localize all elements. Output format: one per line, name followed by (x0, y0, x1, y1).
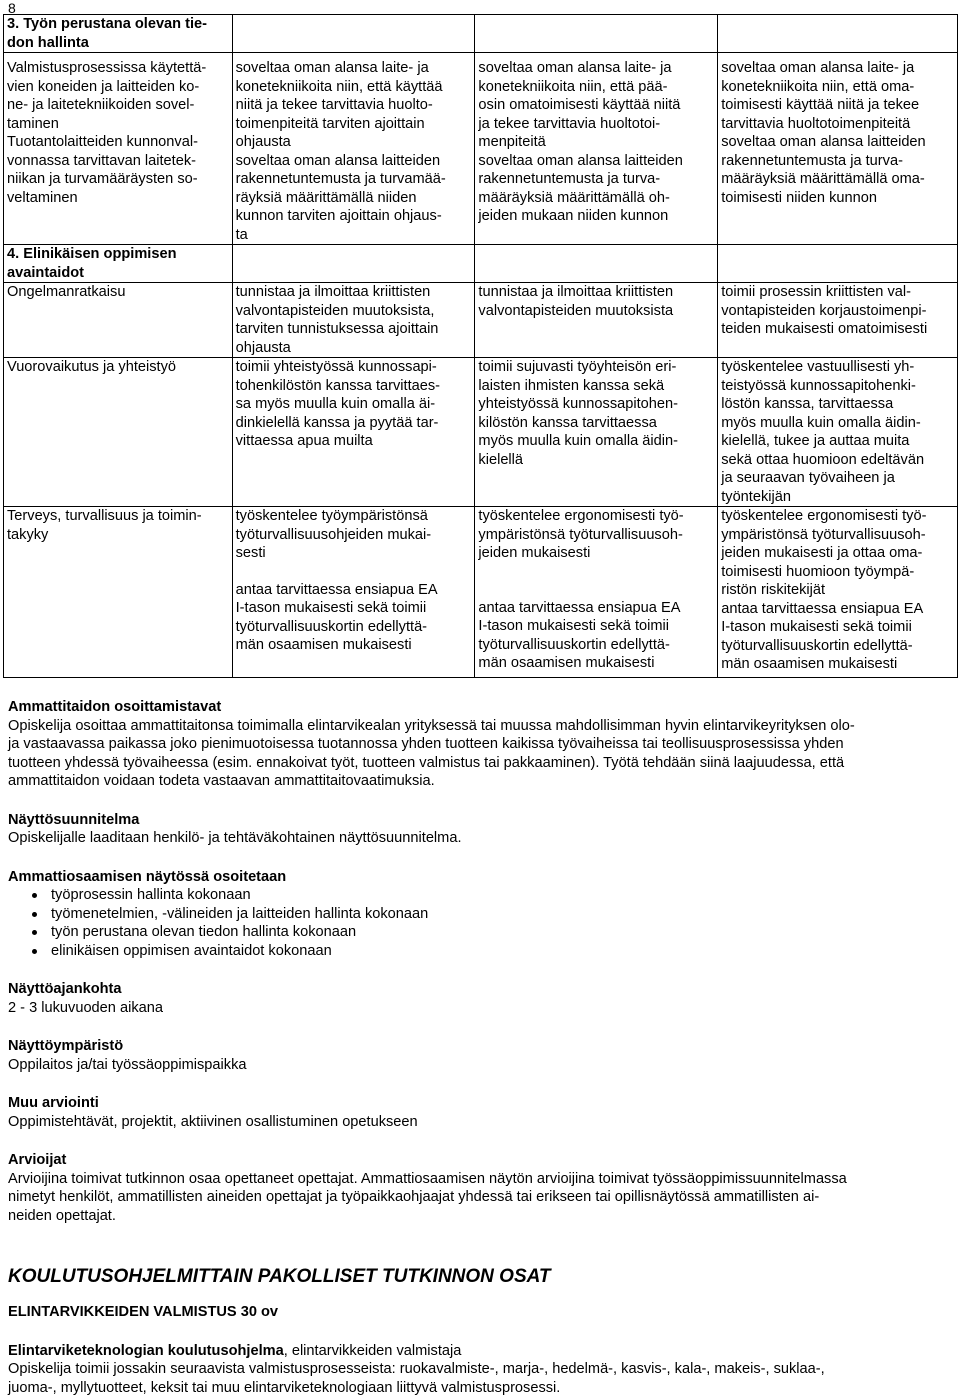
criterion-text: toimii prosessin kriittisten val- vontapisteiden korjaustoimenpi- teiden mukaisesti omatoimisesti (721, 284, 928, 337)
criterion-text: toimii sujuvasti työyhteisön eri- laisten ihmisten kanssa sekä yhteistyössä kunnossapitohen- kilöstön kanssa tarvittaessa myös muulla kuin omalla äidin- kielellä (478, 359, 678, 468)
table-cell (4, 15, 233, 53)
demonstration-text-part: Opiskelija osoittaa ammattitaitonsa toimimalla elintarvikealan yrityksessä tai muussa mahdollisimman hyvin elintarvikeyrityksen olo- ja vastaavassa paikassa joko pienimuotoisessa tuotannossa yhden tuotteen kaikissa työvaiheissa tai teollisuusprosessissa yhden tuotteen yhdessä työvaiheessa (esim. ennakoivat työt, tuotteen valmistus tai pakkaaminen (8, 717, 855, 771)
shown-list (8, 886, 953, 960)
environment-heading: Näyttöympäristö (8, 1038, 124, 1054)
table-cell (718, 245, 958, 283)
criterion-label: Valmistusprosessissa käytettä- vien koneiden ja laitteiden ko- ne- ja laitetekniikoiden sovel- taminen (7, 60, 207, 132)
demonstration-heading: Ammattitaidon osoittamistavat (8, 699, 222, 715)
page-number: 8 (8, 0, 16, 16)
table-cell (475, 358, 718, 507)
section-title: KOULUTUSOHJELMITTAIN PAKOLLISET TUTKINNON OSAT (8, 1266, 551, 1287)
shown-heading: Ammattiosaamisen näytössä osoitetaan (8, 868, 287, 885)
criterion-label: Terveys, turvallisuus ja toimin- takyky (7, 508, 202, 543)
table-row (4, 15, 958, 53)
program-suffix: , elintarvikkeiden valmistaja (283, 1342, 462, 1359)
program-name: Elintarviketeknologian koulutusohjelma (8, 1342, 284, 1359)
criterion-label: Ongelmanratkaisu (7, 284, 126, 300)
table-cell (475, 53, 718, 245)
bullet-icon (32, 949, 37, 954)
criterion-text: työskentelee ergonomisesti työ- ympäristönsä työturvallisuusoh- jeiden mukaisesti (478, 508, 684, 561)
criterion-text: soveltaa oman alansa laitteiden rakennetuntemusta ja turvamää- räyksiä määrittämällä niiden kunnon tarviten ajoittain ohjaus- ta (235, 152, 446, 243)
criterion-text: soveltaa oman alansa laitteiden rakennetuntemusta ja turva- määräyksiä määrittämällä oma- toimisesti niiden kunnon (721, 134, 926, 206)
bullet-icon (32, 893, 37, 898)
list-item (8, 923, 953, 942)
demonstration-text (8, 717, 953, 791)
table-cell (718, 358, 958, 507)
program-line (8, 1342, 953, 1361)
list-item-text: työmenetelmien, -välineiden ja laitteiden hallinta kokonaan (51, 905, 429, 922)
table-row (4, 283, 958, 358)
time-heading: Näyttöajankohta (8, 981, 122, 997)
table-row (4, 53, 958, 245)
table-cell (718, 15, 958, 53)
table-cell (4, 507, 233, 678)
criterion-text: soveltaa oman alansa laite- ja konetekniikoita niin, että pää- osin omatoimisesti käyttää niitä ja tekee tarvittavia huoltotoi- menpiteitä (478, 60, 681, 150)
bullet-icon (32, 912, 37, 917)
table-cell (475, 245, 718, 283)
subsection-title: ELINTARVIKKEIDEN VALMISTUS 30 ov (8, 1304, 279, 1320)
criterion-text: soveltaa oman alansa laite- ja konetekniikoita niin, että oma- toimisesti käyttää niitä ja tekee tarvittavia huoltotoimenpiteitä (721, 60, 920, 132)
criterion-text: tunnistaa ja ilmoittaa kriittisten valvontapisteiden muutoksista, tarviten tunnistuksessa ajoittain ohjausta (235, 284, 439, 356)
list-item-text: työprosessin hallinta kokonaan (51, 887, 251, 903)
criterion-text: soveltaa oman alansa laite- ja konetekniikoita niin, että käyttää niitä ja tekee tarvittavia huolto- toimenpiteitä tarviten ajoittain ohjausta (235, 60, 443, 150)
other-assessment-text: Oppimistehtävät, projektit, aktiivinen osallistuminen opetukseen (8, 1113, 418, 1130)
bullet-icon (32, 930, 37, 935)
criterion-label: Tuotantolaitteiden kunnonval- vonnassa tarvittavan laitetek- niikan ja turvamääräysten so- veltaminen (7, 134, 198, 206)
list-item (8, 942, 953, 961)
table-cell (232, 507, 475, 678)
table-cell (718, 283, 958, 358)
assessors-text: Arvioijina toimivat tutkinnon osaa opettaneet opettajat. Ammattiosaamisen näytön arvioijina toimivat työssäoppimissuunnitelmassa nimetyt henkilöt, ammatillisten aineiden opettajat ja työpaikkaohjaajat yhdessä tai erikseen tai opillisnäytössä ammatillisten ai- neiden opettajat. (8, 1170, 847, 1224)
program-text: Opiskelija toimii jossakin seuraavista valmistusprosesseista: ruokavalmiste-, marja-, hedelmä-, kasvis-, kala-, makeis-, suklaa-, juoma-, myllytuotteet, keksit tai muu elintarviketeknologiaan liittyvä valmistusprosessi. (8, 1361, 825, 1396)
table-cell (718, 507, 958, 678)
table-cell (718, 53, 958, 245)
criterion-text: antaa tarvittaessa ensiapua EA I-tason mukaisesti sekä toimii työturvallisuuskortin edellyttä- män osaamisen mukaisesti (721, 600, 924, 672)
table-cell (232, 245, 475, 283)
section-heading: 4. Elinikäisen oppimisen avaintaidot (7, 246, 177, 281)
table-cell (475, 15, 718, 53)
list-item (8, 886, 953, 905)
criterion-text: antaa tarvittaessa ensiapua EA I-tason mukaisesti sekä toimii työturvallisuuskortin edellyttä- män osaamisen mukaisesti (235, 581, 438, 653)
document-body (8, 698, 953, 1397)
table-row (4, 245, 958, 283)
criterion-text: toimii yhteistyössä kunnossapi- tohenkilöstön kanssa tarvittaes- sa myös muulla kuin omalla äi- dinkielellä kanssa ja pyytää tar- vittaessa apua muilta (235, 359, 441, 449)
table-row (4, 507, 958, 678)
assessors-heading: Arvioijat (8, 1152, 67, 1168)
time-text: 2 - 3 lukuvuoden aikana (8, 999, 163, 1016)
list-item-text: elinikäisen oppimisen avaintaidot kokonaan (51, 942, 332, 959)
table-cell (475, 507, 718, 678)
table-cell (232, 15, 475, 53)
table-cell (232, 53, 475, 245)
table-cell (4, 283, 233, 358)
environment-text: Oppilaitos ja/tai työssäoppimispaikka (8, 1056, 247, 1073)
table-cell (232, 358, 475, 507)
criterion-text: soveltaa oman alansa laitteiden rakennetuntemusta ja turva- määräyksiä määrittämällä oh- jeiden mukaan niiden kunnon (478, 152, 683, 224)
section-heading: 3. Työn perustana olevan tie- don hallinta (7, 16, 208, 51)
table-cell (4, 245, 233, 283)
table-cell (475, 283, 718, 358)
list-item-text: työn perustana olevan tiedon hallinta kokonaan (51, 924, 357, 940)
table-row (4, 358, 958, 507)
criterion-label: Vuorovaikutus ja yhteistyö (7, 359, 176, 375)
plan-heading: Näyttösuunnitelma (8, 811, 140, 828)
plan-text: Opiskelijalle laaditaan henkilö- ja tehtäväkohtainen näyttösuunnitelma. (8, 830, 462, 846)
demonstration-text-part: ). Työtä tehdään siinä laajuudessa, että ammattitaidon voidaan todeta vastaavan ammattitaitovaatimuksia. (8, 754, 845, 789)
criterion-text: antaa tarvittaessa ensiapua EA I-tason mukaisesti sekä toimii työturvallisuuskortin edellyttä- män osaamisen mukaisesti (478, 599, 681, 671)
table-cell (4, 53, 233, 245)
criterion-text: tunnistaa ja ilmoittaa kriittisten valvontapisteiden muutoksista (478, 284, 674, 319)
criterion-text: työskentelee vastuullisesti yh- teistyössä kunnossapitohenki- löstön kanssa, tarvittaessa myös muulla kuin omalla äidin- kielellä, tukee ja auttaa muita sekä ottaa huomioon edeltävän ja seuraavan työvaiheen ja työntekijän (721, 359, 925, 505)
other-assessment-heading: Muu arviointi (8, 1095, 99, 1111)
list-item (8, 905, 953, 924)
criteria-table (3, 14, 958, 678)
criterion-text: työskentelee työympäristönsä työturvallisuusohjeiden mukai- sesti (235, 508, 432, 561)
criterion-text: työskentelee ergonomisesti työ- ympäristönsä työturvallisuusoh- jeiden mukaisesti ja ottaa oma- toimisesti huomioon työympä- ristön riskitekijät (721, 508, 927, 598)
table-cell (4, 358, 233, 507)
table-cell (232, 283, 475, 358)
